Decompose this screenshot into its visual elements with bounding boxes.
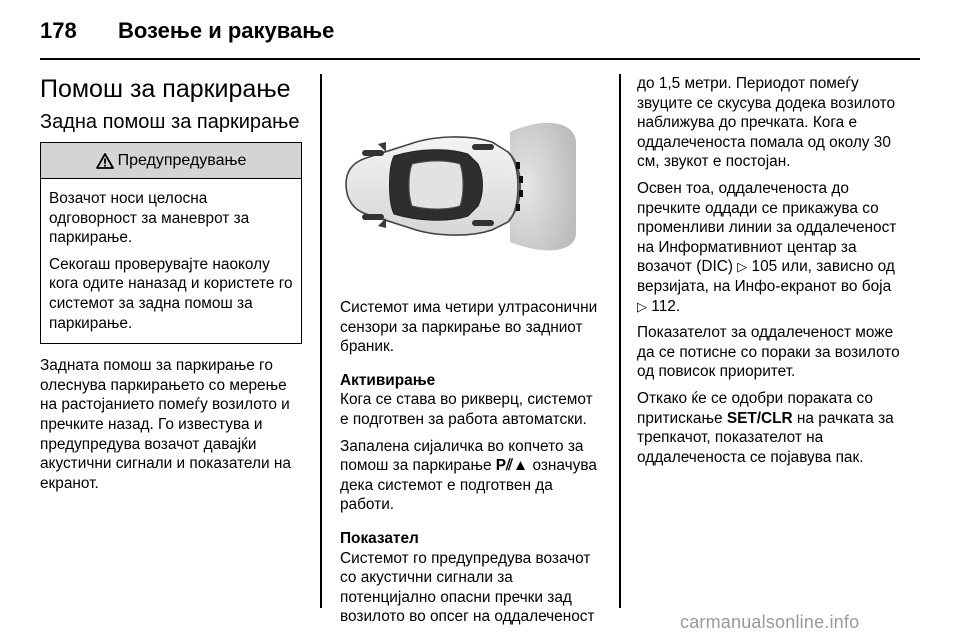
warning-heading: Предупредување — [117, 151, 247, 169]
led-text-end: означува дека системот е подготвен да работи. — [340, 457, 597, 514]
sensor-mark — [516, 204, 520, 211]
activation-paragraph — [340, 371, 605, 430]
body-paragraph: до 1,5 метри. Периодот помеѓу звуците се скусува додека возилото наближува до пречката. Кога е оддалеченоста помала од околу 30 см, звукот е постојан. — [637, 75, 896, 171]
sensor-mark — [516, 162, 520, 169]
warning-paragraph: Возачот носи целосна одговорност за маневрот за паркирање. — [49, 190, 250, 247]
header-rule — [40, 58, 920, 60]
sentence-end: . — [675, 297, 681, 315]
triangle-right-icon: ▷ — [737, 259, 748, 275]
column-1 — [40, 74, 302, 500]
sensor-mark — [519, 176, 523, 183]
led-paragraph — [340, 437, 605, 515]
indicator-paragraph — [340, 529, 605, 627]
sensor-mark — [519, 190, 523, 197]
park-assist-icon: P⫽▲ — [495, 457, 529, 475]
body-paragraph — [637, 179, 905, 316]
body-paragraph — [637, 389, 905, 467]
set-clr-key: SET/CLR — [726, 409, 793, 427]
activation-text: Кога се става во рикверц, системот е подготвен за работа автоматски. — [340, 391, 593, 428]
page-number: 178 — [40, 18, 77, 43]
column-divider-1 — [320, 74, 322, 608]
dic-text: Освен тоа, оддалеченоста до пречките оддади се прикажува со променливи линии за оддалеченост на Информативниот центар за возачот (DIC) — [637, 179, 897, 276]
column-3 — [637, 74, 905, 474]
section-subtitle: Задна помош за паркирање — [40, 111, 300, 133]
page-reference[interactable]: 105 — [751, 258, 778, 276]
running-head: Возење и ракување — [118, 18, 335, 43]
led-text-start: Запалена сијаличка во копчето за помош за паркирање — [340, 437, 584, 475]
page-reference[interactable]: 112 — [651, 297, 676, 315]
warning-box — [40, 142, 302, 344]
warning-header — [41, 143, 301, 179]
warning-body — [41, 179, 301, 343]
watermark: carmanualsonline.info — [680, 612, 860, 632]
car-sensor-figure — [340, 74, 605, 289]
body-paragraph: Задната помош за паркирање го олеснува паркирањето со мерење на растојанието помеѓу возилото и пречките назад. Го известува и предупредува возачот давајќи акустични сигнали и показатели на екранот. — [40, 357, 291, 492]
triangle-right-icon: ▷ — [637, 298, 647, 314]
page-header — [40, 18, 920, 62]
car-rear-sensors-illustration — [340, 74, 605, 289]
info-display-text: или, зависно од верзијата, на Инфо-екранот во боја — [637, 258, 895, 295]
ack-text-end: на рачката за трепкачот, показателот на оддалеченоста се појавува пак. — [637, 409, 894, 466]
indicator-text: Системот го предупредува возачот со акустични сигнали за потенцијално опасни пречки зад возилото во опсег на оддалеченост — [340, 549, 595, 626]
warning-triangle-icon — [96, 153, 114, 169]
figure-caption: Системот има четири ултрасонични сензори за паркирање во задниот браник. — [340, 299, 598, 356]
indicator-heading: Показател — [340, 529, 419, 547]
body-paragraph: Показателот за оддалеченост може да се потисне со пораки за возилото од повисок приоритет. — [637, 324, 900, 381]
section-title: Помош за паркирање — [40, 75, 291, 103]
column-divider-2 — [619, 74, 621, 608]
ack-text-start: Откако ќе се одобри пораката со притискање — [637, 389, 873, 427]
activation-heading: Активирање — [340, 371, 436, 389]
warning-paragraph: Секогаш проверувајте наоколу кога одите наназад и користете го системот за задна помош за паркирање. — [49, 255, 293, 332]
column-2 — [340, 74, 605, 634]
